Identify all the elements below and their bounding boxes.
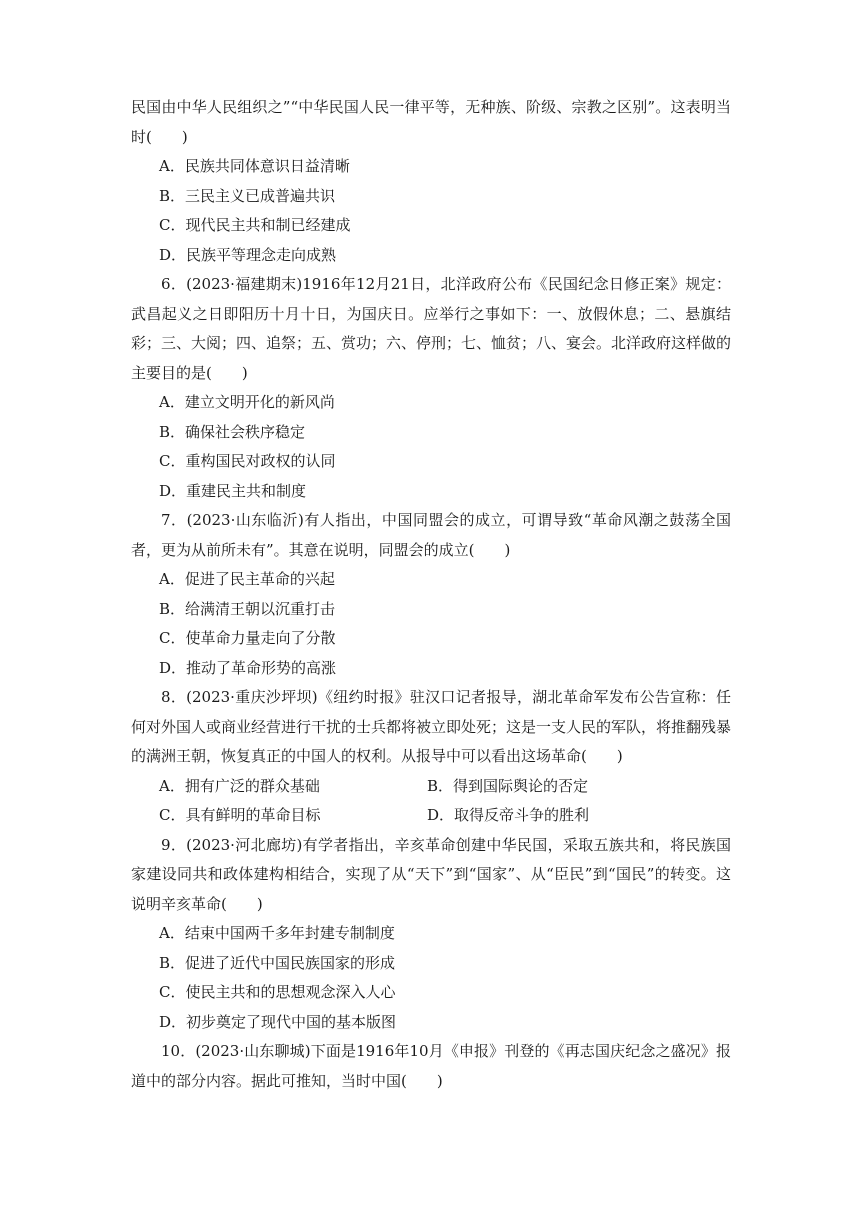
question-8-option-b: B．得到国际舆论的否定 (427, 776, 589, 795)
question-9-stem: 9．(2023·河北廊坊)有学者指出，辛亥革命创建中华民国，采取五族共和，将民族国家建设同共和政体建构相结合，实现了从“天下”到“国家”、从“臣民”到“国民”的转变。这说明辛亥革命( ) (131, 835, 731, 913)
question-10-stem: 10．(2023·山东聊城)下面是1916年10月《申报》刊登的《再志国庆纪念之盛况》报道中的部分内容。据此可推知，当时中国( ) (131, 1042, 731, 1090)
question-6-option-c: C．重构国民对政权的认同 (159, 452, 336, 470)
question-5-option-c: C．现代民主共和制已经建成 (159, 216, 351, 234)
question-8-stem: 8．(2023·重庆沙坪坝)《纽约时报》驻汉口记者报导，湖北革命军发布公告宣称：任何对外国人或商业经营进行干扰的士兵都将被立即处死；这是一支人民的军队，将推翻残暴的满洲王朝，恢复真正的中国人的权利。从报导中可以看出这场革命( ) (131, 688, 732, 765)
question-9-option-d: D．初步奠定了现代中国的基本版图 (159, 1012, 397, 1031)
question-5-stem: 民国由中华人民组织之”“中华民国人民一律平等，无种族、阶级、宗教之区别”。这表明当时( ) (131, 98, 731, 146)
question-8 (131, 683, 731, 831)
question-9-option-c: C．使民主共和的思想观念深入人心 (159, 983, 396, 1001)
question-8-option-c: C．具有鲜明的革命目标 (159, 806, 321, 824)
question-5-option-a: A．民族共同体意识日益清晰 (159, 157, 350, 175)
question-7-option-d: D．推动了革命形势的高涨 (159, 658, 337, 677)
question-8-options-row-2 (131, 801, 731, 831)
question-6-option-a: A．建立文明开化的新风尚 (159, 393, 335, 411)
question-6-option-d: D．重建民主共和制度 (159, 481, 307, 500)
question-8-option-d: D．取得反帝斗争的胜利 (427, 806, 590, 824)
question-9-option-a: A．结束中国两千多年封建专制制度 (159, 924, 395, 942)
question-6 (131, 270, 731, 506)
document-page (131, 93, 731, 1096)
question-6-option-b: B．确保社会秩序稳定 (159, 422, 306, 441)
question-6-stem: 6．(2023·福建期末)1916年12月21日，北洋政府公布《民国纪念日修正案》规定：武昌起义之日即阳历十月十日，为国庆日。应举行之事如下：一、放假休息；二、悬旗结彩；三、大阅；四、追祭；五、赏功；六、停刑；七、恤贫；八、宴会。北洋政府这样做的主要目的是( ) (131, 275, 732, 382)
question-7-stem: 7．(2023·山东临沂)有人指出，中国同盟会的成立，可谓导致“革命风潮之鼓荡全国者，更为从前所未有”。其意在说明，同盟会的成立( ) (131, 511, 731, 559)
question-10 (131, 1037, 731, 1096)
question-9-option-b: B．促进了近代中国民族国家的形成 (159, 953, 396, 972)
question-8-options-row-1 (131, 772, 731, 802)
question-7 (131, 506, 731, 683)
question-9 (131, 831, 731, 1038)
question-5-option-b: B．三民主义已成普遍共识 (159, 186, 336, 205)
question-7-option-a: A．促进了民主革命的兴起 (159, 570, 335, 588)
question-7-option-c: C．使革命力量走向了分散 (159, 629, 336, 647)
question-5 (131, 93, 731, 270)
question-8-option-a: A．拥有广泛的群众基础 (159, 776, 320, 795)
question-7-option-b: B．给满清王朝以沉重打击 (159, 599, 336, 618)
question-5-option-d: D．民族平等理念走向成熟 (159, 245, 337, 264)
